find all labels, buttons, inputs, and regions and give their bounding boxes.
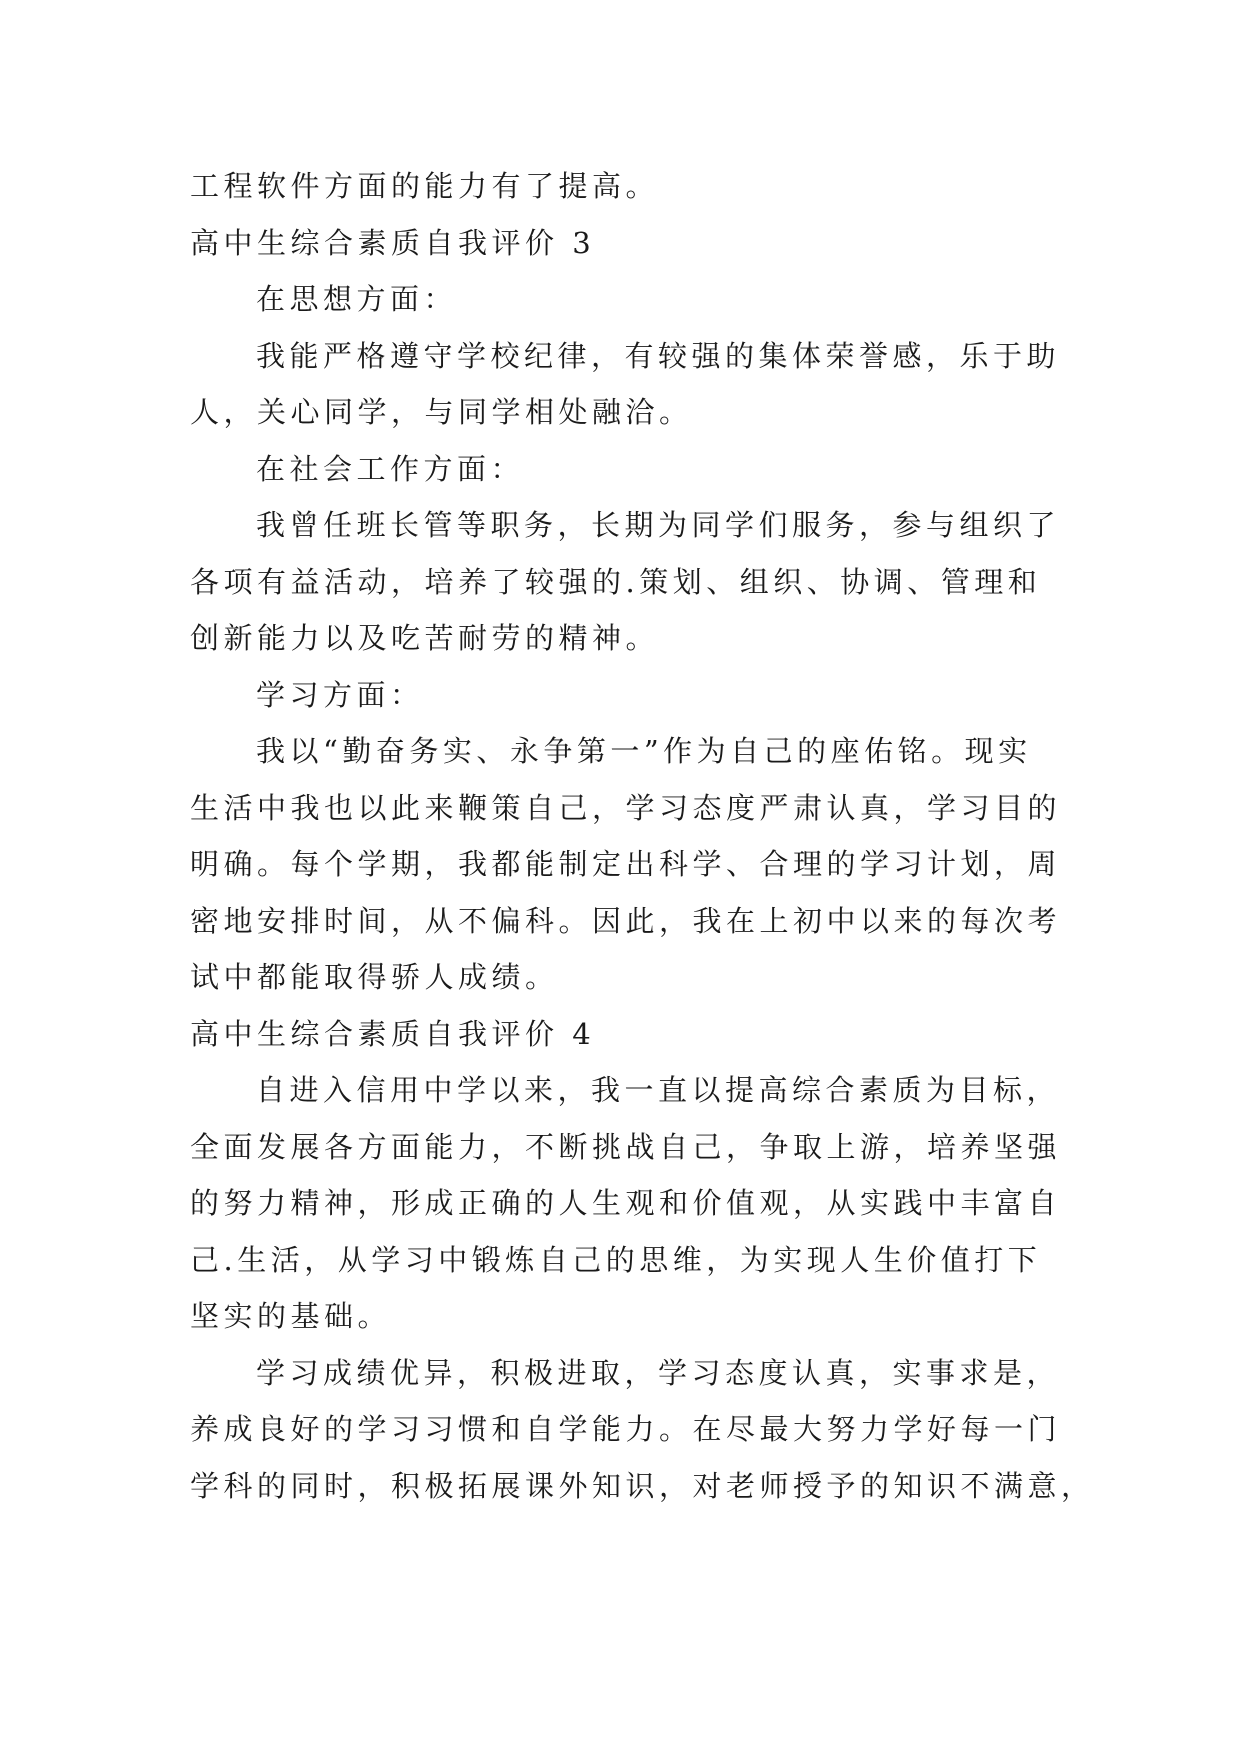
text-line: 自进入信用中学以来，我一直以提高综合素质为目标， xyxy=(256,1073,1061,1107)
text-line: 我曾任班长管等职务，长期为同学们服务，参与组织了 xyxy=(256,508,1061,542)
text-line: 各项有益活动，培养了较强的.策划、组织、协调、管理和 xyxy=(190,564,1042,599)
text-line: 学习方面： xyxy=(256,677,424,712)
text-line: 全面发展各方面能力，不断挑战自己，争取上游，培养坚强 xyxy=(190,1129,1062,1164)
text-line: 我以“勤奋务实、永争第一”作为自己的座佑铭。现实 xyxy=(256,734,1032,768)
section-heading: 高中生综合素质自我评价 3 xyxy=(190,225,596,260)
text-line: 的努力精神，形成正确的人生观和价值观，从实践中丰富自 xyxy=(190,1186,1062,1220)
text-line: 试中都能取得骄人成绩。 xyxy=(190,960,559,994)
text-line: 学科的同时，积极拓展课外知识，对老师授予的知识不满意， xyxy=(190,1468,1095,1503)
text-line: 明确。每个学期，我都能制定出科学、合理的学习计划，周 xyxy=(190,847,1062,881)
document-body xyxy=(190,158,1095,1514)
text-line: 创新能力以及吃苦耐劳的精神。 xyxy=(190,621,660,655)
section-heading: 高中生综合素质自我评价 4 xyxy=(190,1016,596,1051)
text-line: 工程软件方面的能力有了提高。 xyxy=(190,169,660,203)
text-line: 在思想方面： xyxy=(256,282,458,316)
text-line: 坚实的基础。 xyxy=(190,1299,392,1333)
text-line: 密地安排时间，从不偏科。因此，我在上初中以来的每次考 xyxy=(190,903,1062,938)
text-line: 在社会工作方面： xyxy=(256,451,525,486)
text-line: 己.生活，从学习中锻炼自己的思维，为实现人生价值打下 xyxy=(190,1242,1042,1277)
text-line: 我能严格遵守学校纪律，有较强的集体荣誉感，乐于助 xyxy=(256,338,1061,373)
text-line: 生活中我也以此来鞭策自己，学习态度严肃认真，学习目的 xyxy=(190,790,1062,825)
text-line: 人，关心同学，与同学相处融洽。 xyxy=(190,395,693,429)
text-line: 学习成绩优异，积极进取，学习态度认真，实事求是， xyxy=(256,1355,1061,1390)
text-line: 养成良好的学习习惯和自学能力。在尽最大努力学好每一门 xyxy=(190,1412,1062,1446)
